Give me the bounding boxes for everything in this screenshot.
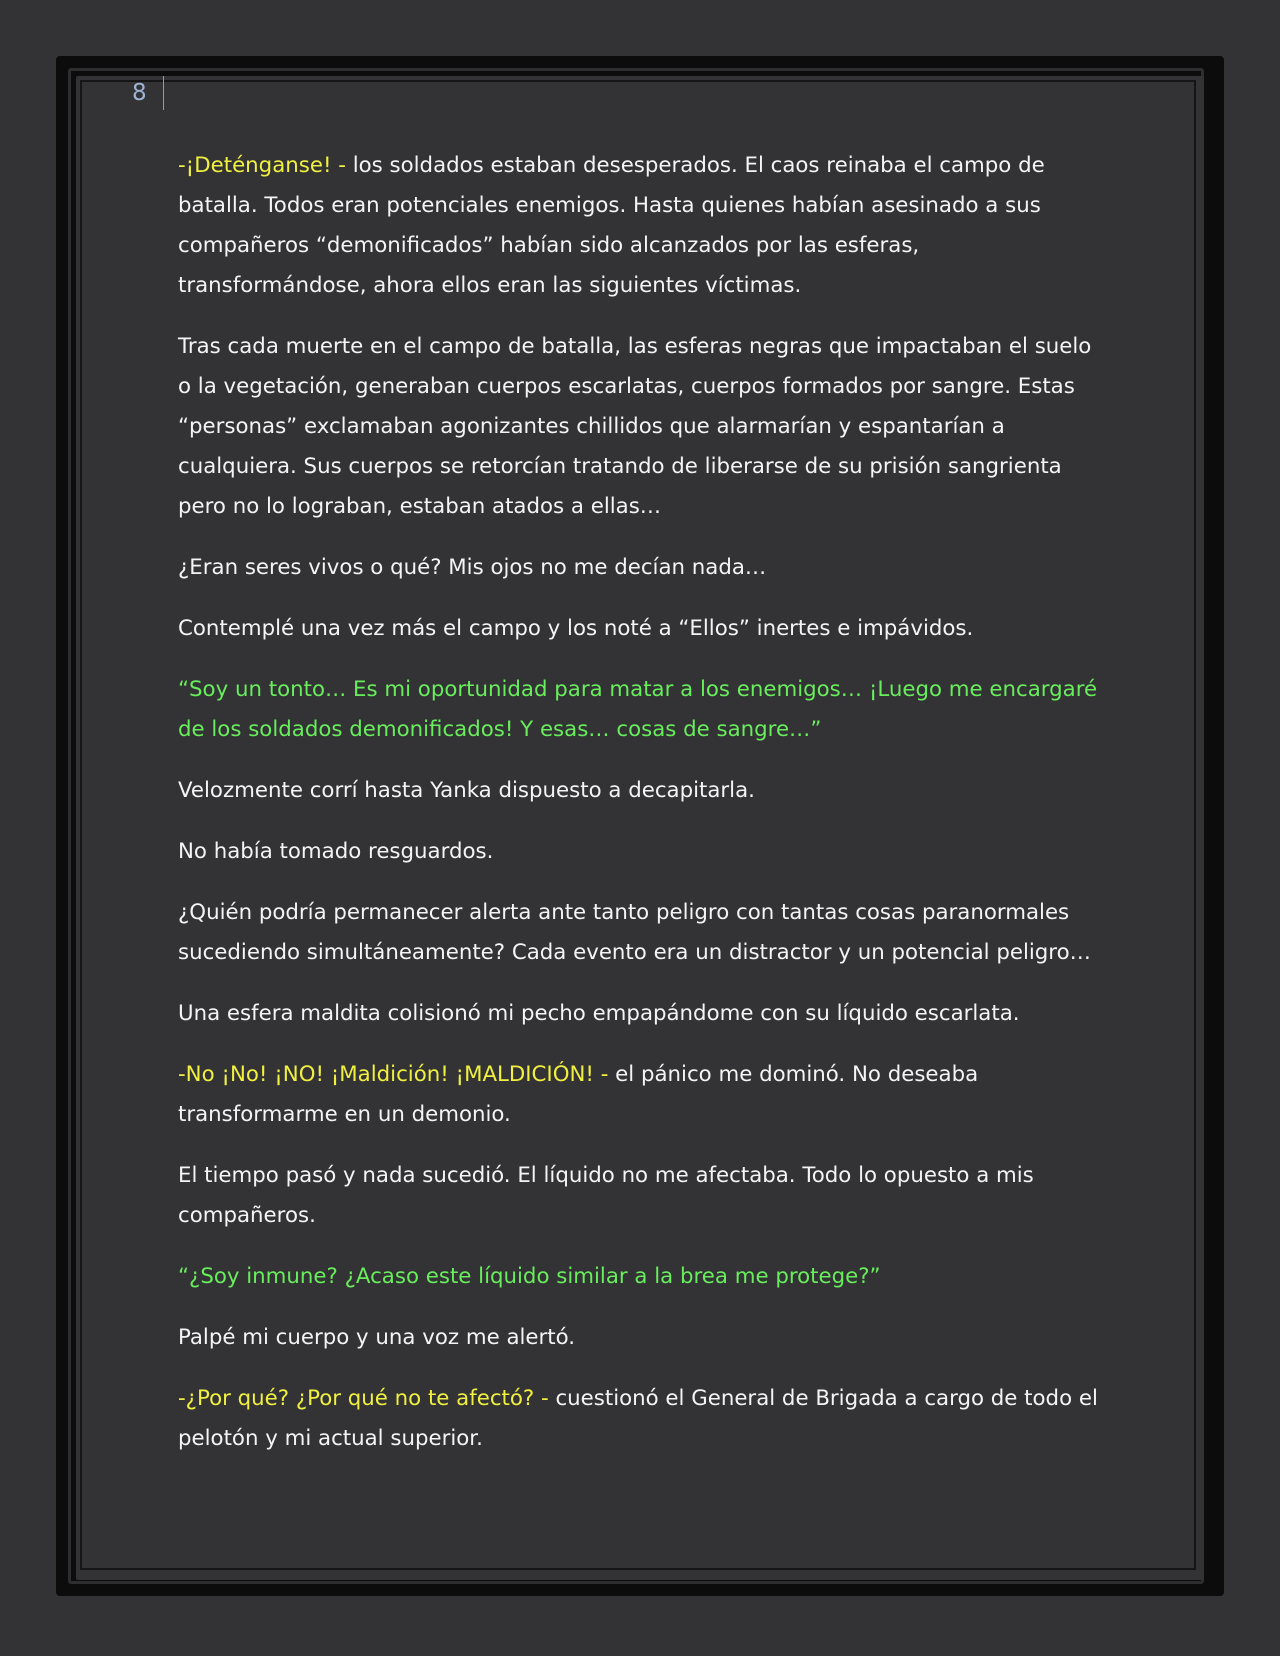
paragraph [178,832,1108,872]
paragraph [178,1318,1108,1358]
narration-text: Velozmente corrí hasta Yanka dispuesto a decapitarla. [178,778,755,803]
narration-text: ¿Eran seres vivos o qué? Mis ojos no me decían nada… [178,555,767,580]
thought-text: “¿Soy inmune? ¿Acaso este líquido similar a la brea me protege?” [178,1264,881,1289]
paragraph [178,146,1108,306]
paragraph [178,771,1108,811]
dialogue-text: -¿Por qué? ¿Por qué no te afectó? - [178,1386,556,1411]
paragraph [178,1156,1108,1236]
narration-text: El tiempo pasó y nada sucedió. El líquido no me afectaba. Todo lo opuesto a mis compañeros. [178,1163,1034,1228]
page-number: 8 [132,76,164,110]
paragraph [178,609,1108,649]
story-text [178,146,1108,1480]
paragraph [178,548,1108,588]
paragraph [178,893,1108,973]
paragraph [178,994,1108,1034]
narration-text: Palpé mi cuerpo y una voz me alertó. [178,1325,576,1350]
narration-text: ¿Quién podría permanecer alerta ante tanto peligro con tantas cosas paranormales sucediendo simultáneamente? Cada evento era un distractor y un potencial peligro… [178,900,1091,965]
dialogue-text: -No ¡No! ¡NO! ¡Maldición! ¡MALDICIÓN! - [178,1062,616,1087]
paragraph [178,1055,1108,1135]
narration-text: los soldados estaban desesperados. El caos reinaba el campo de batalla. Todos eran potenciales enemigos. Hasta quienes habían asesinado a sus compañeros “demonificados” habían sido alcanzados por las esferas, transformándose, ahora ellos eran las siguientes víctimas. [178,153,1045,298]
narration-text: el pánico me dominó. No deseaba transformarme en un demonio. [178,1062,979,1127]
narration-text: Tras cada muerte en el campo de batalla, las esferas negras que impactaban el suelo o la vegetación, generaban cuerpos escarlatas, cuerpos formados por sangre. Estas “personas” exclamaban agonizantes chillidos que alarmarían y espantarían a cualquiera. Sus cuerpos se retorcían tratando de liberarse de su prisión sangrienta pero no lo lograban, estaban atados a ellas… [178,334,1092,519]
narration-text: cuestionó el General de Brigada a cargo de todo el pelotón y mi actual superior. [178,1386,1098,1451]
narration-text: Una esfera maldita colisionó mi pecho empapándome con su líquido escarlata. [178,1001,1020,1026]
paragraph [178,1379,1108,1459]
narration-text: No había tomado resguardos. [178,839,494,864]
thought-text: “Soy un tonto… Es mi oportunidad para matar a los enemigos… ¡Luego me encargaré de los soldados demonificados! Y esas… cosas de sangre…” [178,677,1098,742]
paragraph [178,670,1108,750]
paragraph [178,327,1108,527]
narration-text: Contemplé una vez más el campo y los noté a “Ellos” inertes e impávidos. [178,616,974,641]
dialogue-text: -¡Deténganse! - [178,153,353,178]
paragraph [178,1257,1108,1297]
